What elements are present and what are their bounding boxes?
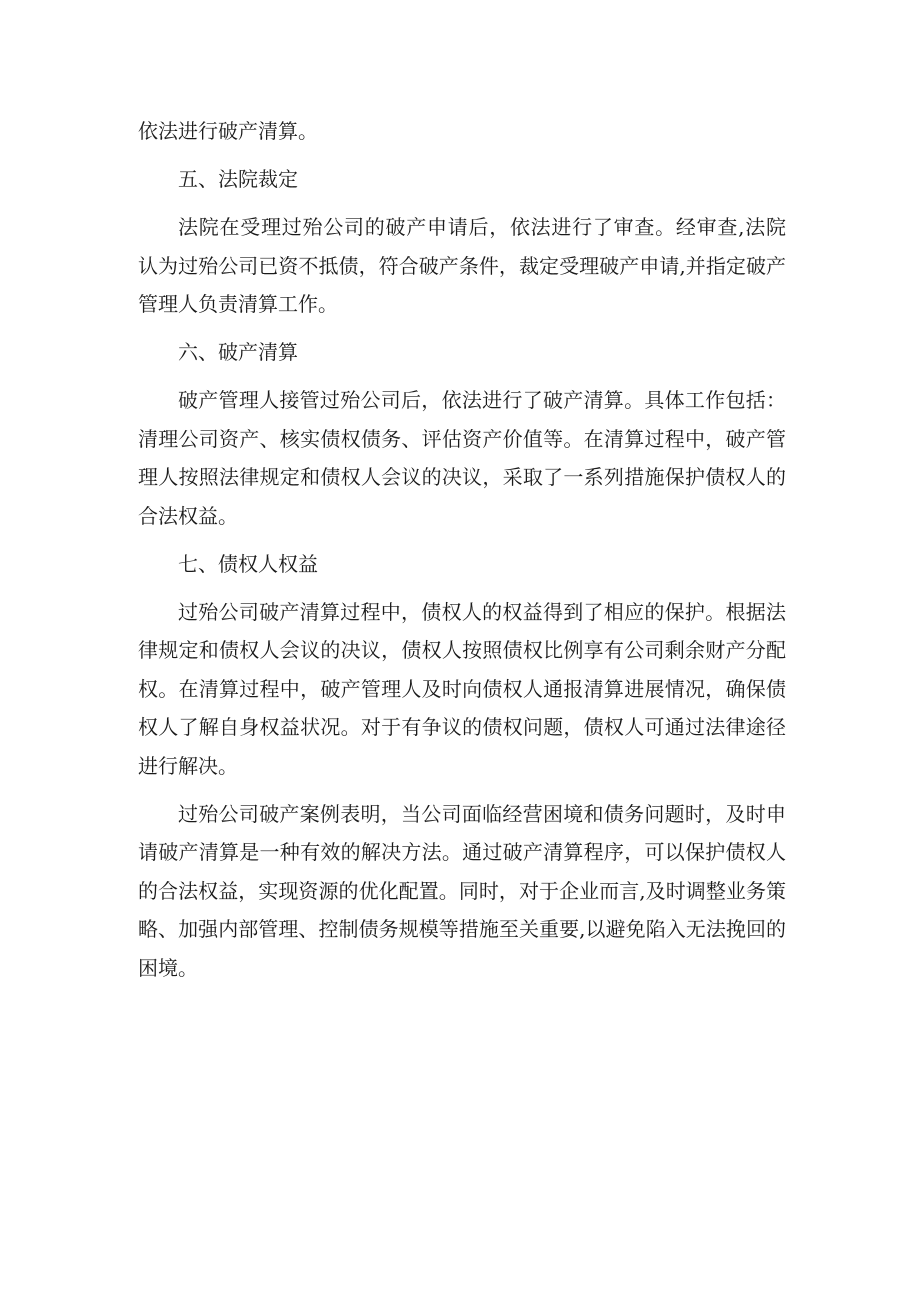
paragraph-line: 律规定和债权人会议的决议，债权人按照债权比例享有公司剩余财产分配 <box>138 638 786 662</box>
paragraph-line: 过殆公司破产案例表明，当公司面临经营困境和债务问题时，及时申 <box>178 801 786 826</box>
paragraph-line: 破产管理人接管过殆公司后，依法进行了破产清算。具体工作包括： <box>178 388 786 412</box>
document-body <box>138 112 786 987</box>
paragraph-gap <box>138 199 786 209</box>
paragraph-line: 略、加强内部管理、控制债务规模等措施至关重要,以避免陷入无法挽回的 <box>138 917 786 941</box>
paragraph-line: 权。在清算过程中，破产管理人及时向债权人通报清算进展情况，确保债 <box>138 676 786 701</box>
paragraph-line: 困境。 <box>138 955 198 980</box>
section-heading-7: 七、债权人权益 <box>178 551 318 576</box>
paragraph-gap <box>138 324 786 334</box>
paragraph-line: 合法权益。 <box>138 503 238 528</box>
paragraph-gap <box>138 535 786 545</box>
paragraph-gap <box>138 151 786 161</box>
paragraph-line: 权人了解自身权益状况。对于有争议的债权问题，债权人可通过法律途径 <box>138 715 786 739</box>
paragraph-line: 的合法权益，实现资源的优化配置。同时，对于企业而言,及时调整业务策 <box>138 878 786 903</box>
paragraph-gap <box>138 785 786 795</box>
paragraph-line: 进行解决。 <box>138 753 238 778</box>
paragraph-line: 管理人负责清算工作。 <box>138 292 338 316</box>
paragraph-gap <box>138 583 786 593</box>
paragraph-line: 过殆公司破产清算过程中，债权人的权益得到了相应的保护。根据法 <box>178 599 786 624</box>
section-heading-6: 六、破产清算 <box>178 340 298 364</box>
paragraph-line: 认为过殆公司已资不抵债，符合破产条件，裁定受理破产申请,并指定破产 <box>138 253 786 278</box>
section-heading-5: 五、法院裁定 <box>178 167 298 191</box>
paragraph-line: 清理公司资产、核实债权债务、评估资产价值等。在清算过程中，破产管 <box>138 426 786 451</box>
paragraph-line: 理人按照法律规定和债权人会议的决议，采取了一系列措施保护债权人的 <box>138 465 786 489</box>
paragraph-gap <box>138 372 786 382</box>
paragraph-line: 法院在受理过殆公司的破产申请后，依法进行了审查。经审查,法院 <box>178 215 786 239</box>
paragraph-line: 请破产清算是一种有效的解决方法。通过破产清算程序，可以保护债权人 <box>138 840 786 864</box>
paragraph-line: 依法进行破产清算。 <box>138 119 318 143</box>
